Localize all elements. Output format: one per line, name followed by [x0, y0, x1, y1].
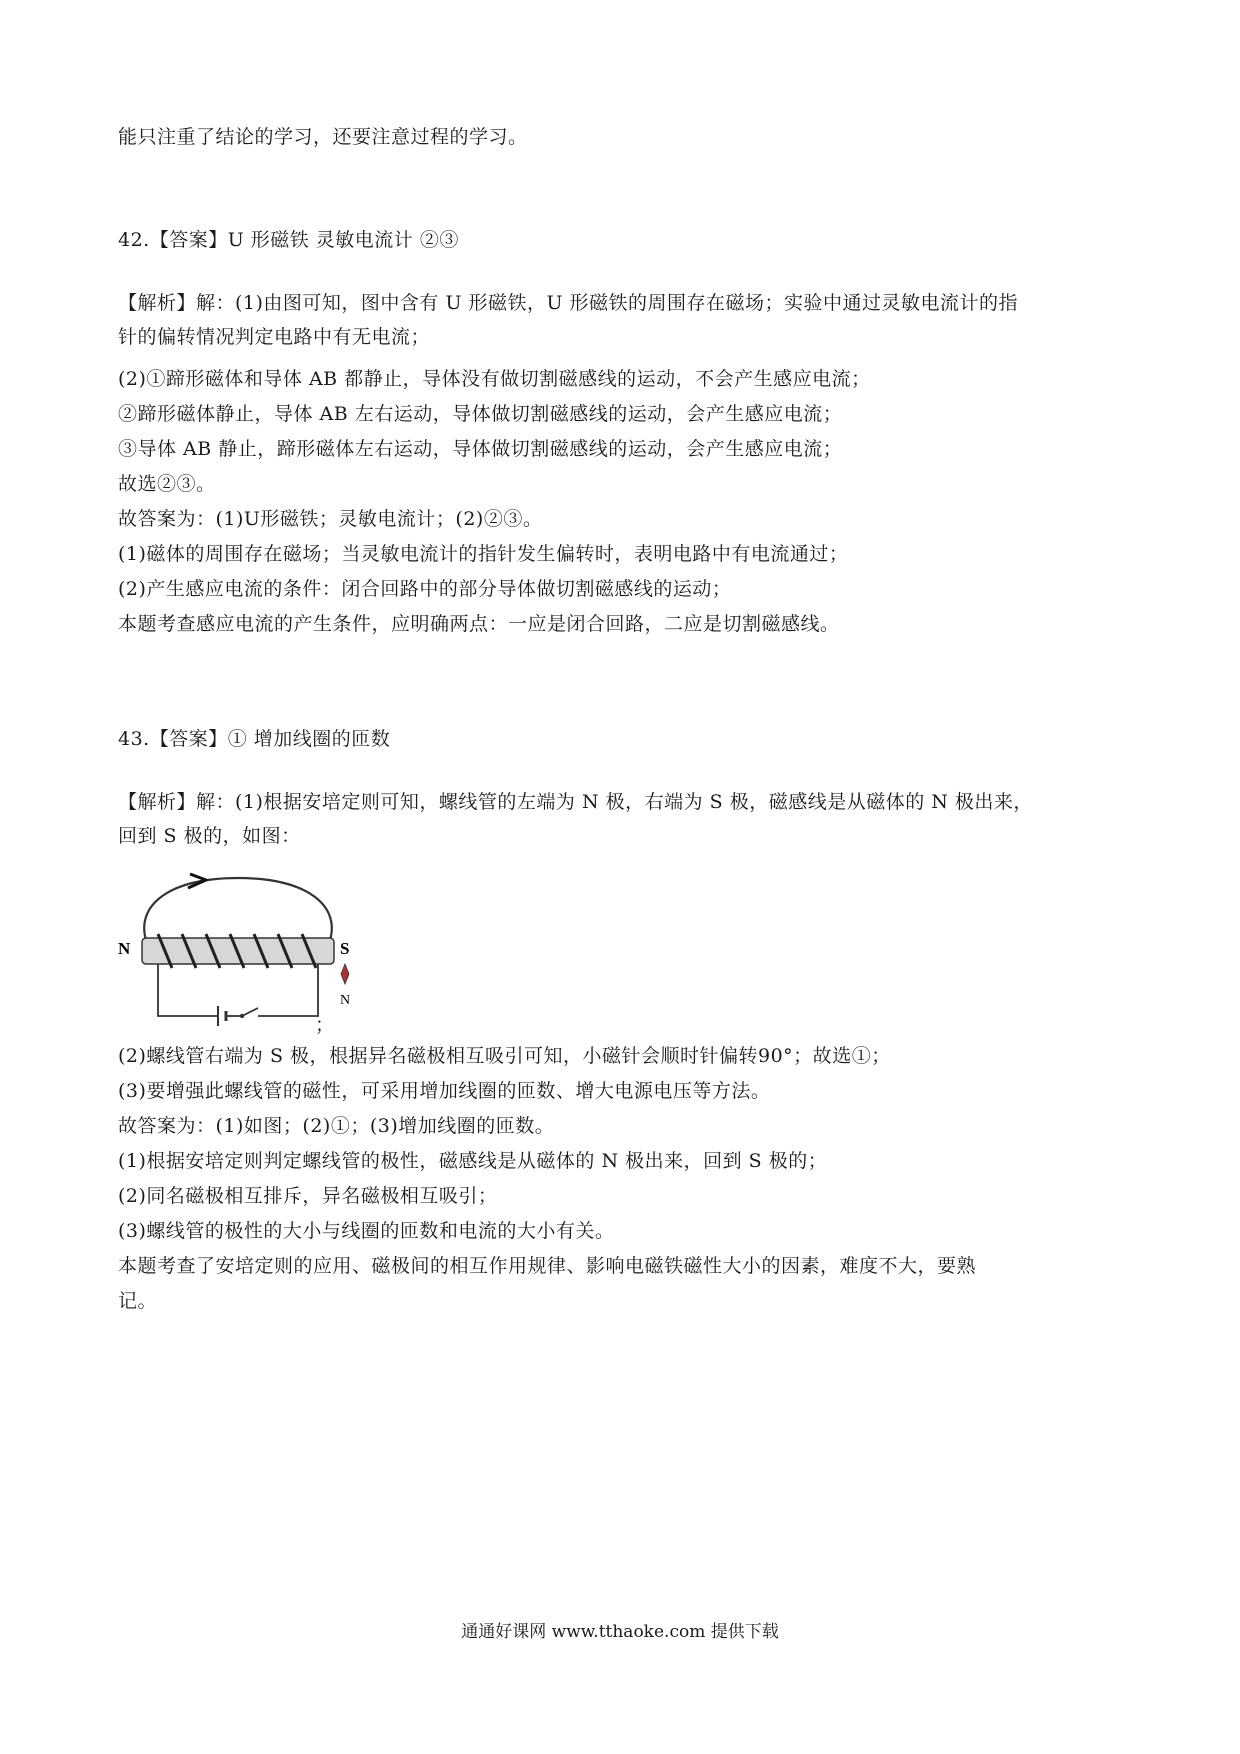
text-line: (2)①蹄形磁体和导体 AB 都静止，导体没有做切割磁感线的运动，不会产生感应电流；: [118, 368, 871, 390]
text-line: (2)同名磁极相互排斥，异名磁极相互吸引；: [118, 1185, 498, 1207]
text-line: (2)产生感应电流的条件：闭合回路中的部分导体做切割磁感线的运动；: [118, 578, 732, 600]
text-line: (1)磁体的周围存在磁场；当灵敏电流计的指针发生偏转时，表明电路中有电流通过；: [118, 543, 849, 565]
text-line: (3)要增强此螺线管的磁性，可采用增加线圈的匝数、增大电源电压等方法。: [118, 1080, 771, 1102]
text-line: 故答案为：(1)如图；(2)①；(3)增加线圈的匝数。: [118, 1115, 555, 1137]
compass-needle-icon: [341, 964, 349, 984]
answer-42-heading: 42.【答案】U 形磁铁 灵敏电流计 ②③: [118, 229, 459, 251]
text-line: 针的偏转情况判定电路中有无电流；: [118, 326, 431, 348]
text-line: (1)根据安培定则判定螺线管的极性，磁感线是从磁体的 N 极出来，回到 S 极的；: [118, 1150, 828, 1172]
needle-label: N: [340, 993, 351, 1008]
field-line: [144, 878, 332, 940]
text-line: 记。: [118, 1290, 158, 1312]
pole-label-right: S: [340, 939, 350, 958]
text-line: 【解析】解：(1)由图可知，图中含有 U 形磁铁，U 形磁铁的周围存在磁场；实验中通过灵敏电流计的指: [118, 292, 1019, 314]
text-line: 能只注重了结论的学习，还要注意过程的学习。: [118, 126, 528, 148]
diagram-trailing-punct: ；: [315, 1014, 335, 1036]
wire: [258, 964, 318, 1016]
solenoid-diagram: [118, 868, 358, 1028]
text-line: 故答案为：(1)U形磁铁；灵敏电流计；(2)②③。: [118, 508, 543, 530]
text-line: ③导体 AB 静止，蹄形磁体左右运动，导体做切割磁感线的运动，会产生感应电流；: [118, 438, 843, 460]
text-line: (3)螺线管的极性的大小与线圈的匝数和电流的大小有关。: [118, 1220, 615, 1242]
answer-43-heading: 43.【答案】① 增加线圈的匝数: [118, 728, 391, 750]
text-line: 回到 S 极的，如图：: [118, 825, 301, 847]
page-footer: 通通好课网 www.tthaoke.com 提供下载: [461, 1622, 779, 1642]
text-line: 本题考查了安培定则的应用、磁极间的相互作用规律、影响电磁铁磁性大小的因素，难度不大，要熟: [118, 1255, 977, 1277]
pole-label-left: N: [118, 939, 131, 958]
wire: [158, 964, 218, 1016]
text-line: (2)螺线管右端为 S 极，根据异名磁极相互吸引可知，小磁针会顺时针偏转90°；故选①；: [118, 1045, 891, 1067]
text-line: 本题考查感应电流的产生条件，应明确两点：一应是闭合回路，二应是切割磁感线。: [118, 613, 840, 635]
text-line: ②蹄形磁体静止，导体 AB 左右运动，导体做切割磁感线的运动，会产生感应电流；: [118, 403, 843, 425]
text-line: 【解析】解：(1)根据安培定则可知，螺线管的左端为 N 极，右端为 S 极，磁感线是从磁体的 N 极出来，: [118, 791, 1033, 813]
text-line: 故选②③。: [118, 473, 216, 495]
